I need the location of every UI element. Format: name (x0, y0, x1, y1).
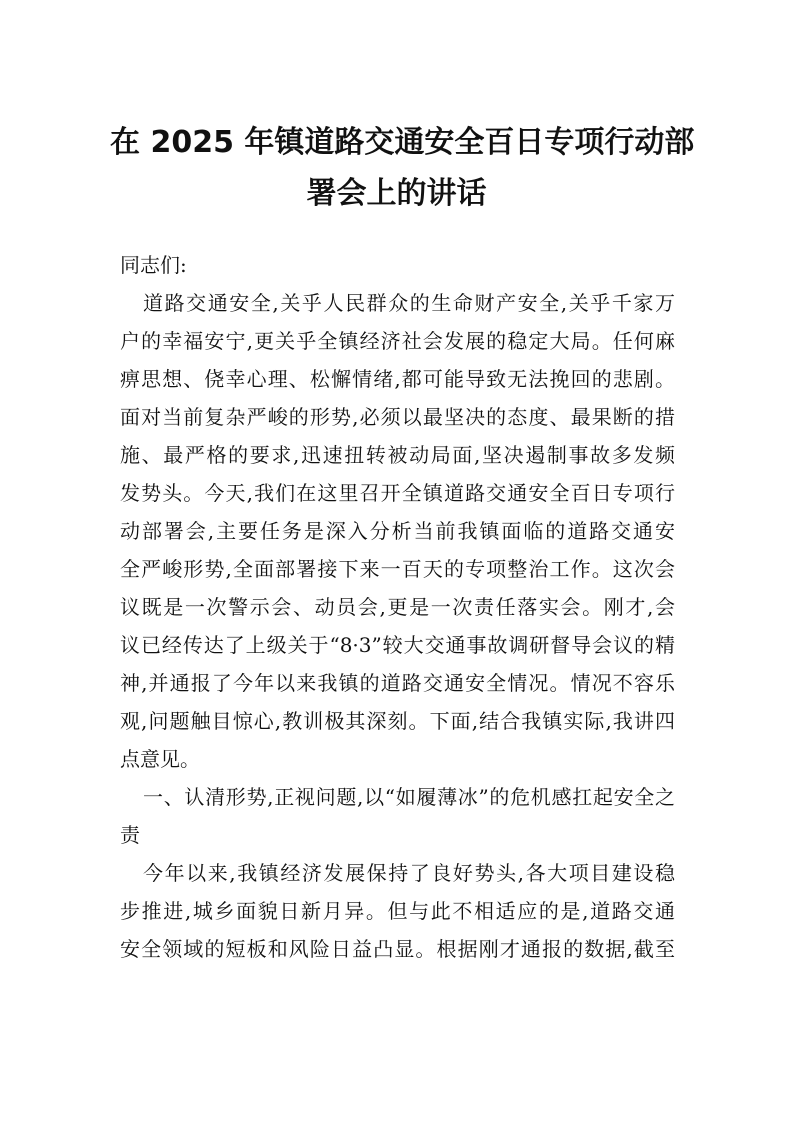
paragraph-line: 面对当前复杂严峻的形势,必须以最坚决的态度、最果断的措 (120, 405, 675, 429)
paragraph-line: 今年以来,我镇经济发展保持了良好势头,各大项目建设稳 (143, 861, 675, 885)
document-title-line-2: 署会上的讲话 (306, 176, 487, 211)
salutation: 同志们: (120, 253, 187, 277)
paragraph-line: 安全领域的短板和风险日益凸显。根据刚才通报的数据,截至 (120, 937, 675, 961)
paragraph-line: 步推进,城乡面貌日新月异。但与此不相适应的是,道路交通 (120, 899, 675, 923)
paragraph-line: 施、最严格的要求,迅速扭转被动局面,坚决遏制事故多发频 (120, 443, 675, 467)
paragraph-line: 户的幸福安宁,更关乎全镇经济社会发展的稳定大局。任何麻 (120, 329, 675, 353)
document-title-line-1: 在 2025 年镇道路交通安全百日专项行动部 (110, 125, 695, 160)
paragraph-line: 动部署会,主要任务是深入分析当前我镇面临的道路交通安 (120, 519, 675, 543)
paragraph-line: 道路交通安全,关乎人民群众的生命财产安全,关乎千家万 (143, 291, 675, 315)
section-heading-line: 一、认清形势,正视问题,以“如履薄冰”的危机感扛起安全之 (143, 785, 675, 809)
paragraph-line: 痹思想、侥幸心理、松懈情绪,都可能导致无法挽回的悲剧。 (120, 367, 675, 391)
paragraph-line: 点意见。 (120, 747, 200, 771)
paragraph-line: 议既是一次警示会、动员会,更是一次责任落实会。刚才,会 (120, 595, 675, 619)
paragraph-line: 神,并通报了今年以来我镇的道路交通安全情况。情况不容乐 (120, 671, 675, 695)
paragraph-line: 发势头。今天,我们在这里召开全镇道路交通安全百日专项行 (120, 481, 675, 505)
paragraph-line: 议已经传达了上级关于“8·3”较大交通事故调研督导会议的精 (120, 633, 675, 657)
paragraph-line: 观,问题触目惊心,教训极其深刻。下面,结合我镇实际,我讲四 (120, 709, 675, 733)
section-heading-line: 责 (120, 823, 140, 847)
paragraph-line: 全严峻形势,全面部署接下来一百天的专项整治工作。这次会 (120, 557, 675, 581)
